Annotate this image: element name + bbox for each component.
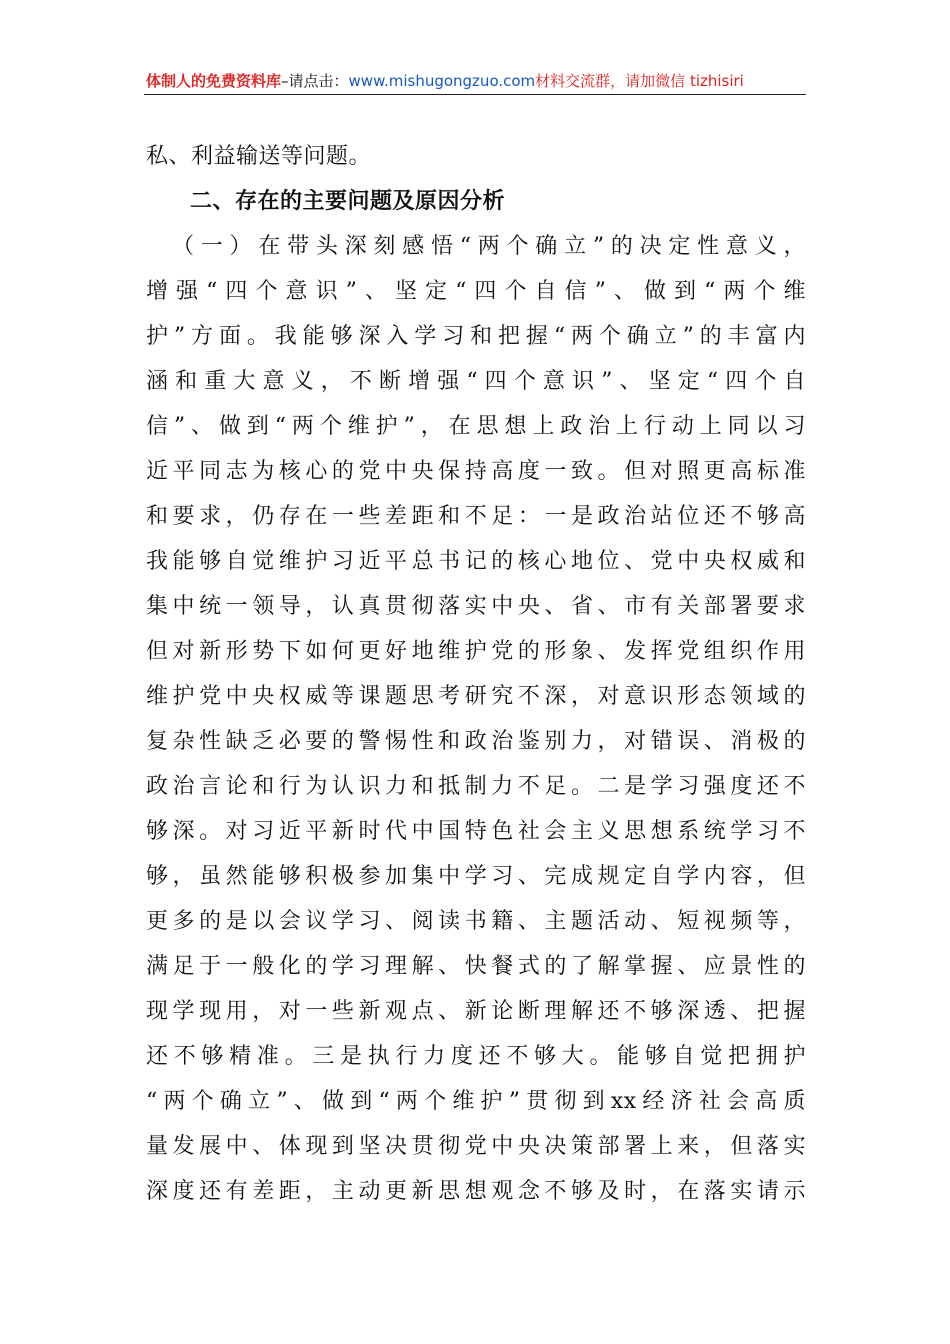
paragraph-line: 深度还有差距，主动更新思想观念不够及时，在落实请示 (146, 1179, 806, 1204)
paragraph-line: 量发展中、体现到坚决贯彻党中央决策部署上来，但落实 (146, 1134, 806, 1159)
paragraph-line: 复杂性缺乏必要的警惕性和政治鉴别力，对错误、消极的 (146, 729, 806, 754)
page-header (146, 68, 806, 96)
paragraph-line: 私、利益输送等问题。 (146, 144, 372, 169)
header-prompt: –请点击： (281, 72, 349, 90)
paragraph-line: 近平同志为核心的党中央保持高度一致。但对照更高标准 (146, 459, 806, 484)
paragraph-line: 够深。对习近平新时代中国特色社会主义思想系统学习不 (146, 819, 806, 844)
paragraph-line: “两个确立”、做到“两个维护”贯彻到xx经济社会高质 (146, 1089, 806, 1114)
paragraph-line: 但对新形势下如何更好地维护党的形象、发挥党组织作用 (146, 639, 806, 664)
paragraph-line: 涵和重大意义，不断增强“四个意识”、坚定“四个自 (146, 369, 806, 394)
header-divider (144, 94, 806, 95)
paragraph-line: 和要求，仍存在一些差距和不足：一是政治站位还不够高 (146, 504, 806, 529)
paragraph-line: 满足于一般化的学习理解、快餐式的了解掌握、应景性的 (146, 954, 806, 979)
document-body (146, 134, 806, 1214)
header-url-link[interactable]: www.mishugongzuo.com (348, 72, 536, 90)
paragraph-line: 还不够精准。三是执行力度还不够大。能够自觉把拥护 (146, 1044, 806, 1069)
paragraph-line: 现学现用，对一些新观点、新论断理解还不够深透、把握 (146, 999, 806, 1024)
paragraph-line: 信”、做到“两个维护”，在思想上政治上行动上同以习 (146, 414, 806, 439)
paragraph-line: 够，虽然能够积极参加集中学习、完成规定自学内容，但 (146, 864, 806, 889)
paragraph-line: 护”方面。我能够深入学习和把握“两个确立”的丰富内 (146, 324, 806, 349)
header-contact: 材料交流群，请加微信 tizhisiri (535, 72, 744, 90)
paragraph-line: 维护党中央权威等课题思考研究不深，对意识形态领域的 (146, 684, 806, 709)
paragraph-line: 更多的是以会议学习、阅读书籍、主题活动、短视频等， (146, 909, 806, 934)
paragraph-line: 增强“四个意识”、坚定“四个自信”、做到“两个维 (146, 279, 806, 304)
paragraph-line: 政治言论和行为认识力和抵制力不足。二是学习强度还不 (146, 774, 806, 799)
header-brand: 体制人的免费资料库 (146, 72, 282, 90)
paragraph-line: （一）在带头深刻感悟“两个确立”的决定性意义， (172, 234, 806, 259)
paragraph-line: 我能够自觉维护习近平总书记的核心地位、党中央权威和 (146, 549, 806, 574)
paragraph-line: 集中统一领导，认真贯彻落实中央、省、市有关部署要求 (146, 594, 806, 619)
section-heading: 二、存在的主要问题及原因分析 (190, 189, 506, 214)
